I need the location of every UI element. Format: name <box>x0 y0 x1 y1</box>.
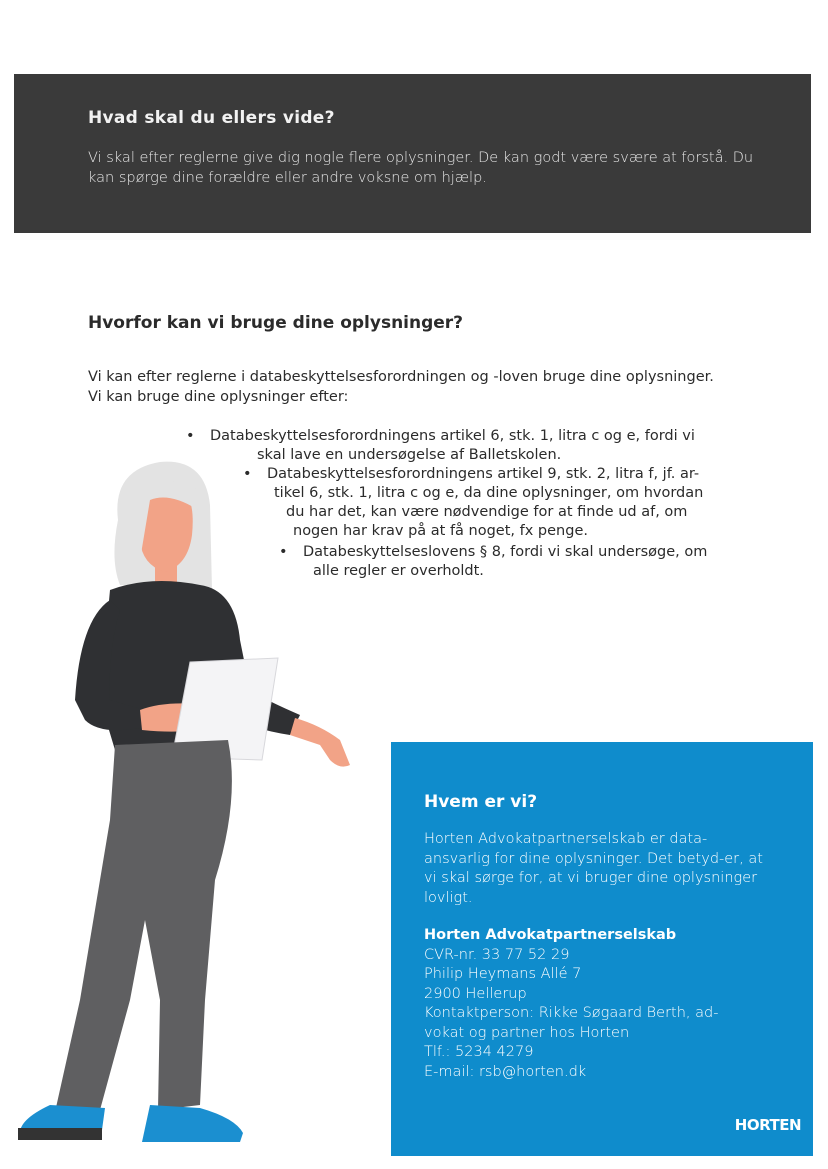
left-shoe-sole <box>18 1128 102 1140</box>
company-info <box>424 926 784 1082</box>
right-hand <box>290 718 350 767</box>
bullet-1-line-2: skal lave en undersøgelse af Balletskolen. <box>257 447 562 463</box>
horten-logo: HORTEN <box>734 1116 801 1134</box>
bullet-1 <box>186 427 740 465</box>
bullet-dot: • <box>243 466 252 482</box>
company-city: 2900 Hellerup <box>424 985 527 1002</box>
company-name: Horten Advokatpartnerselskab <box>424 927 677 943</box>
company-address: Philip Heymans Allé 7 <box>424 966 582 982</box>
info-box-title: Hvad skal du ellers vide? <box>88 108 335 128</box>
who-box-title: Hvem er vi? <box>424 792 538 812</box>
bullet-2-line-1: Databeskyttelsesforordningens artikel 9, stk. 2, litra f, jf. ar- <box>267 466 700 482</box>
bullet-1-line-1: Databeskyttelsesforordningens artikel 6, stk. 1, litra c og e, fordi vi <box>210 428 695 444</box>
company-cvr: CVR-nr. 33 77 52 29 <box>424 946 570 963</box>
who-box <box>391 742 813 1156</box>
bullet-2 <box>243 465 747 541</box>
bullet-3-line-1: Databeskyttelseslovens § 8, fordi vi skal undersøge, om <box>303 544 708 560</box>
bullet-3 <box>279 543 763 581</box>
bullet-2-line-3: du har det, kan være nødvendige for at finde ud af, om <box>286 504 688 520</box>
company-phone: Tlf.: 5234 4279 <box>424 1044 534 1060</box>
bullet-2-line-4: nogen har krav på at få noget, fx penge. <box>293 523 588 539</box>
why-intro: Vi kan efter reglerne i databeskyttelsesforordningen og -loven bruge dine oplysninger. Vi kan bruge dine oplysninger efter: <box>88 369 714 405</box>
right-shoe <box>142 1105 243 1142</box>
pants-shape <box>55 740 232 1112</box>
bullet-dot: • <box>279 544 288 560</box>
who-box-text: Horten Advokatpartnerselskab er data-ansvarlig for dine oplysninger. Det betyd-er, at vi skal sørge for, at vi bruger dine oplysninger lovligt. <box>424 831 763 906</box>
company-email: E-mail: rsb@horten.dk <box>424 1063 587 1080</box>
info-box <box>14 74 811 233</box>
bullet-3-line-2: alle regler er overholdt. <box>313 563 484 579</box>
bullet-dot: • <box>186 428 195 444</box>
bullet-2-line-2: tikel 6, stk. 1, litra c og e, da dine oplysninger, om hvordan <box>274 485 704 501</box>
contact-title: vokat og partner hos Horten <box>424 1024 630 1041</box>
contact-person: Kontaktperson: Rikke Søgaard Berth, ad- <box>424 1005 719 1021</box>
info-box-text: Vi skal efter reglerne give dig nogle flere oplysninger. De kan godt være svære at forstå. Du kan spørge dine forældre eller andre voksne om hjælp. <box>88 150 754 186</box>
why-title: Hvorfor kan vi bruge dine oplysninger? <box>88 313 464 333</box>
